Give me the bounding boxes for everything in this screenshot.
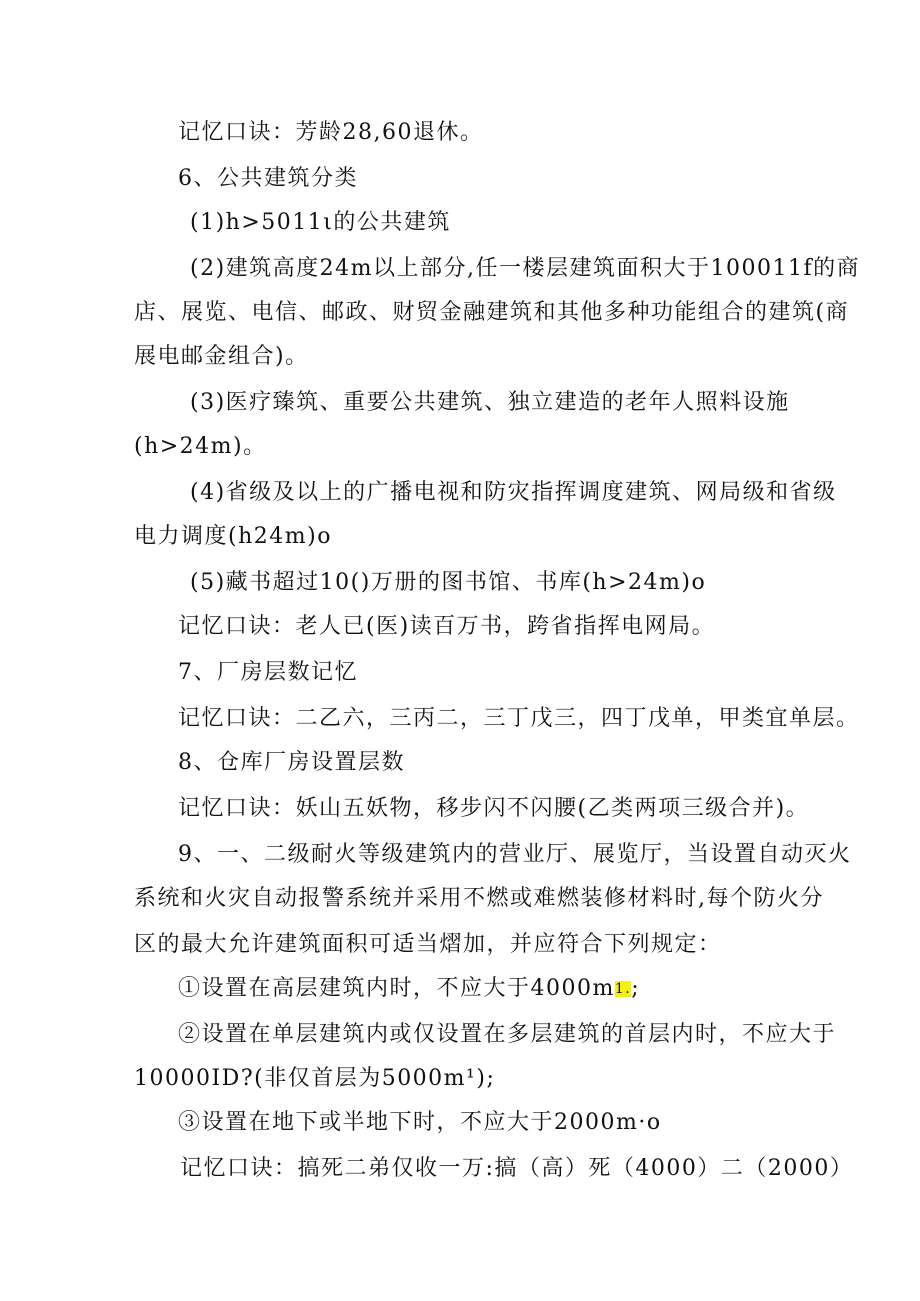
item-6-5: (5)藏书超过10()万册的图书馆、书库(h>24m)o <box>190 570 707 595</box>
item-6-4-line2: 电力调度(h24m)o <box>134 524 332 549</box>
section-9-line2: 系统和火灾自动报警系统并采用不燃或难燃装修材料时,每个防火分 <box>134 886 824 911</box>
mnemonic-warehouse-floors: 记忆口诀：妖山五妖物，移步闪不闪腰(乙类两项三级合并)。 <box>178 796 810 821</box>
mnemonic-retirement: 记忆口诀：芳龄28,60退休。 <box>178 120 484 145</box>
rule-single-story-line2: 10000ID?(非仅首层为5000m¹); <box>134 1066 496 1091</box>
section-8-heading: 8、仓库厂房设置层数 <box>178 750 405 775</box>
item-6-3-line2: (h>24m)。 <box>134 434 267 459</box>
item-6-2-line3: 展电邮金组合)。 <box>134 344 309 369</box>
item-6-2-line2: 店、展览、电信、邮政、财贸金融建筑和其他多种功能组合的建筑(商 <box>134 300 850 325</box>
mnemonic-fire-compartment: 记忆口诀：搞死二弟仅收一万:搞（高）死（4000）二（2000） <box>180 1156 854 1181</box>
rule-high-rise-end: ; <box>631 976 641 1001</box>
rule-high-rise <box>178 974 640 1004</box>
section-7-heading: 7、厂房层数记忆 <box>178 660 358 685</box>
section-9-line1: 9、一、二级耐火等级建筑内的营业厅、展览厅，当设置自动灭火 <box>178 842 852 867</box>
mnemonic-factory-floors: 记忆口诀：二乙六，三丙二，三丁戊三，四丁戊单，甲类宜单层。 <box>178 706 860 731</box>
rule-underground: ③设置在地下或半地下时，不应大于2000m·o <box>178 1110 662 1135</box>
section-9-line3: 区的最大允许建筑面积可适当熠加，并应符合下列规定： <box>134 932 722 957</box>
rule-high-rise-text: ①设置在高层建筑内时，不应大于4000m <box>178 976 615 1001</box>
item-6-3-line1: (3)医疗臻筑、重要公共建筑、独立建造的老年人照料设施 <box>190 390 790 415</box>
item-6-1: (1)h>5011ι的公共建筑 <box>190 210 451 235</box>
item-6-2-line1: (2)建筑高度24m以上部分,任一楼层建筑面积大于100011f的商 <box>190 256 861 281</box>
section-6-heading: 6、公共建筑分类 <box>178 166 358 191</box>
highlighted-superscript: 1. <box>614 981 632 997</box>
mnemonic-public-buildings: 记忆口诀：老人已(医)读百万书，跨省指挥电网局。 <box>178 614 716 639</box>
rule-single-story-line1: ②设置在单层建筑内或仅设置在多层建筑的首层内时，不应大于 <box>178 1022 837 1047</box>
item-6-4-line1: (4)省级及以上的广播电视和防灾指挥调度建筑、网局级和省级 <box>190 480 837 505</box>
